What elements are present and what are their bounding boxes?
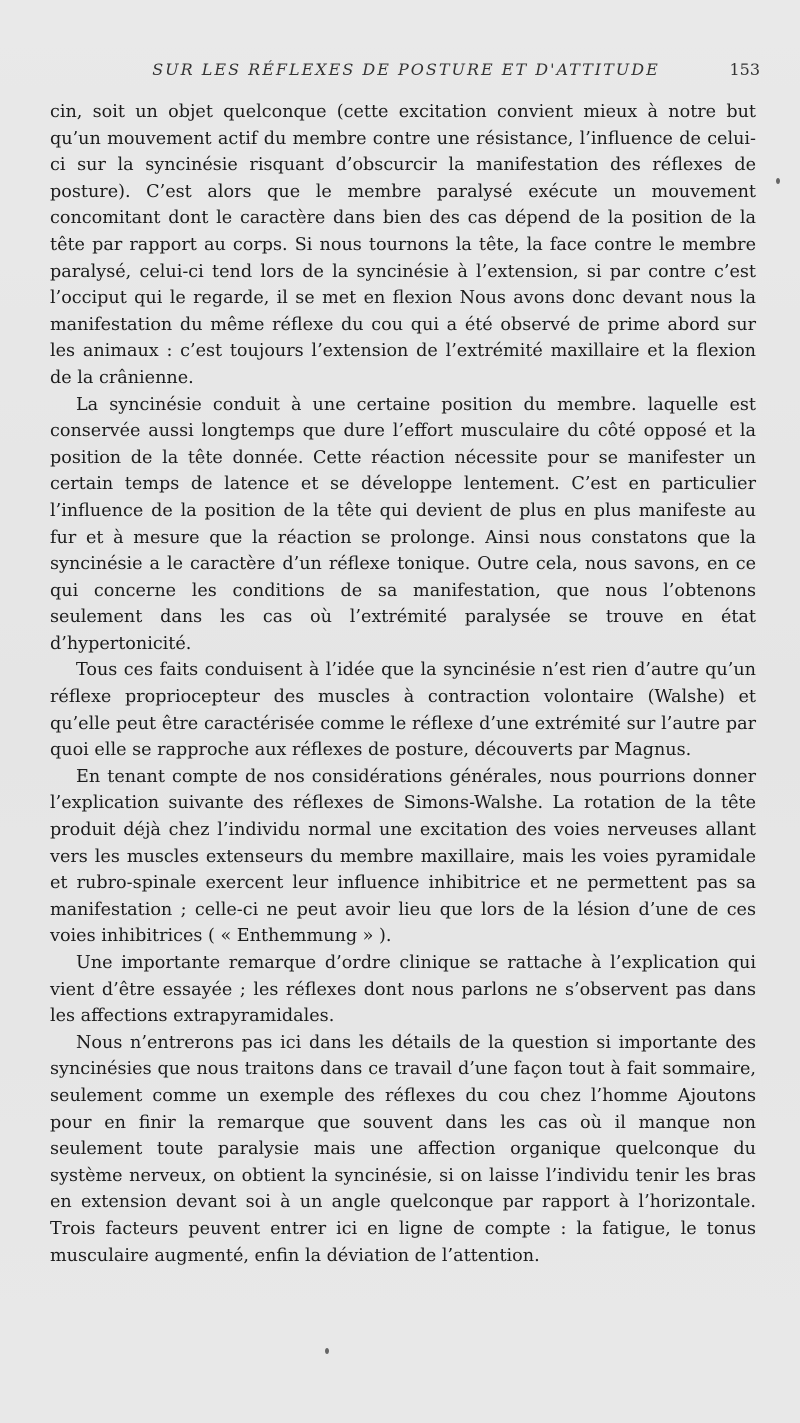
paragraph-1: cin, soit un objet quelconque (cette excitation convient mieux à notre but qu’un mouvement actif du membre contre une résistance, l’influence de celui-ci sur la syncinésie risquant d’obscurcir la manifestation des réflexes de posture). C’est alors que le membre paralysé exécute un mouvement concomitant dont le caractère dans bien des cas dépend de la position de la tête par rapport au corps. Si nous tournons la tête, la face contre le membre paralysé, celui-ci tend lors de la syncinésie à l’extension, si par contre c’est l’occiput qui le regarde, il se met en flexion Nous avons donc devant nous la manifestation du même réflexe du cou qui a été observé de prime abord sur les animaux : c’est toujours l’extension de l’extrémité maxillaire et la flexion de la crânienne.: [50, 102, 756, 388]
paragraph-3: Tous ces faits conduisent à l’idée que la syncinésie n’est rien d’autre qu’un réflexe propriocepteur des muscles à contraction volontaire (Walshe) et qu’elle peut être caractérisée comme le réflexe d’une extrémité sur l’autre par quoi elle se rapproche aux réflexes de posture, découverts par Magnus.: [50, 660, 756, 761]
paper-speck: [776, 178, 780, 184]
paragraph-6: Nous n’entrerons pas ici dans les détails de la question si importante des syncinésies que nous traitons dans ce travail d’une façon tout à fait sommaire, seulement comme un exemple des réflexes du cou chez l’homme Ajoutons pour en finir la remarque que souvent dans les cas où il manque non seulement toute paralysie mais une affection organique quelconque du système nerveux, on obtient la syncinésie, si on laisse l’individu tenir les bras en extension devant soi à un angle quelconque par rapport à l’horizontale. Trois facteurs peuvent entrer ici en ligne de compte : la fatigue, le tonus musculaire augmenté, enfin la déviation de l’attention.: [50, 1032, 756, 1266]
running-head: [52, 60, 760, 90]
body-text: [50, 99, 756, 1269]
paragraph-2: La syncinésie conduit à une certaine position du membre. laquelle est conservée aussi longtemps que dure l’effort musculaire du côté opposé et la position de la tête donnée. Cette réaction nécessite pour se manifester un certain temps de latence et se développe lentement. C’est en particulier l’influence de la position de la tête qui devient de plus en plus manifeste au fur et à mesure que la réaction se prolonge. Ainsi nous constatons que la syncinésie a le caractère d’un réflexe tonique. Outre cela, nous savons, en ce qui concerne les conditions de sa manifestation, que nous l’obtenons seulement dans les cas où l’extrémité paralysée se trouve en état d’hypertonicité.: [50, 394, 756, 654]
paragraph-5: Une importante remarque d’ordre clinique se rattache à l’explication qui vient d’être essayée ; les réflexes dont nous parlons ne s’observent pas dans les affections extrapyramidales.: [50, 953, 756, 1027]
paragraph-4: En tenant compte de nos considérations générales, nous pourrions donner l’explication suivante des réflexes de Simons-Walshe. La rotation de la tête produit déjà chez l’individu normal une excitation des voies nerveuses allant vers les muscles extenseurs du membre maxillaire, mais les voies pyramidale et rubro-spinale exercent leur influence inhibitrice et ne permettent pas sa manifestation ; celle-ci ne peut avoir lieu que lors de la lésion d’une de ces voies inhibitrices ( « Enthemmung » ).: [50, 766, 756, 947]
paper-speck: [325, 1348, 329, 1354]
running-title: SUR LES RÉFLEXES DE POSTURE ET D'ATTITUDE: [152, 60, 660, 79]
page-number: 153: [729, 60, 760, 79]
